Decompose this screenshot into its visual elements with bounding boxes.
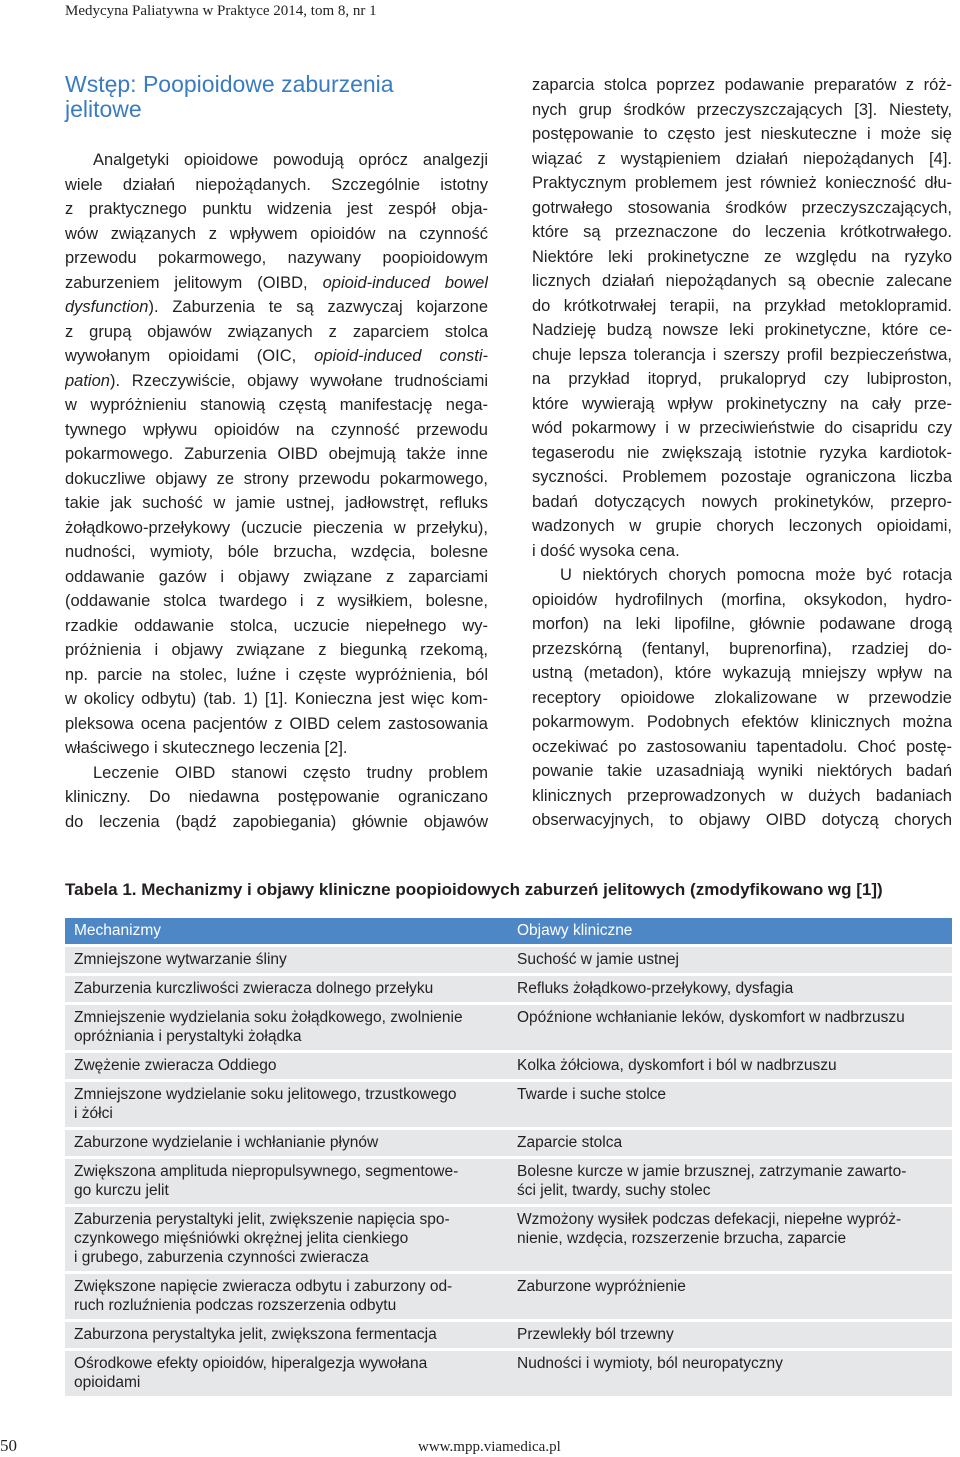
cell-text-line: Zmniejszone wytwarzanie śliny [74, 951, 287, 968]
symptoms-cell [508, 1130, 952, 1156]
symptoms-cell [508, 1274, 952, 1319]
table-row [65, 947, 952, 973]
body-text-line: wów związanych z wpływem opioidów na czynność [65, 224, 488, 243]
body-text-line: opioidów hydrofilnych (morfina, oksykodon, hydro- [532, 590, 952, 609]
body-text-line: wadzonych w grupie chorych leczonych opioidami, [532, 517, 952, 535]
body-text-line: przewodu pokarmowego, nazywany poopioidowym [65, 249, 488, 267]
body-text-line: ustną (metadon), które wykazują mniejszy wpływ na [532, 664, 952, 682]
body-text-line: zaparcia stolca poprzez podawanie preparatów z róż- [532, 76, 952, 94]
body-text-line: np. parcie na stolec, luźne i częste wypróżnienia, ból [65, 665, 488, 684]
body-text-line: powanie takie uzasadniają wyniki niektórych badań [532, 762, 952, 780]
table-row [65, 1322, 952, 1348]
body-text-line: pleksowa ocena pacjentów z OIBD celem zastosowania [65, 714, 488, 733]
cell-text-line: ruch rozluźnienia podczas rozszerzenia odbytu [74, 1297, 397, 1314]
cell-text-line: Zaburzone wypróżnienie [517, 1278, 686, 1295]
body-text-line: i dość wysoka cena. [532, 541, 680, 560]
table-body [65, 947, 952, 1396]
cell-text-line: Ośrodkowe efekty opioidów, hiperalgezja wywołana [74, 1355, 428, 1372]
cell-text-line: Opóźnione wchłanianie leków, dyskomfort w nadbrzuszu [517, 1009, 905, 1026]
body-text-line: Praktycznym problemem jest również konieczność dłu- [532, 174, 952, 192]
body-text-line: z praktycznego punktu widzenia jest zespół obja- [65, 200, 488, 218]
body-text-line: w wypróżnieniu stanowią częstą manifestację nega- [65, 396, 488, 414]
cell-text-line: Zwiększona amplituda niepropulsywnego, segmentowe- [74, 1163, 459, 1180]
symptoms-cell [508, 1005, 952, 1050]
mechanism-cell [65, 1159, 508, 1204]
body-text-line: przezskórną (fentanyl, buprenorfina), rzadziej do- [532, 639, 952, 658]
cell-text-line: i żółci [74, 1105, 113, 1122]
body-text-line: z grupą objawów związanych z zaparciem stolca [65, 322, 488, 341]
symptoms-cell [508, 1159, 952, 1204]
cell-text-line: Wzmożony wysiłek podczas defekacji, niepełne wypróż- [517, 1211, 902, 1228]
table-row [65, 976, 952, 1002]
body-text-line: klinicznych przeprowadzonych w dużych badaniach [532, 786, 952, 805]
italic-term: opioid-induced consti- [314, 347, 488, 365]
body-text-line: Nadzieję budzą nowsze leki prokinetyczne, które ce- [532, 321, 952, 339]
body-text-line: postępowanie to często jest nieskuteczne i może się [532, 125, 952, 143]
italic-term: pation [65, 371, 110, 390]
body-text-line: pokarmowym. Podobnych efektów klinicznych można [532, 713, 952, 731]
mechanism-cell [65, 976, 508, 1002]
symptoms-cell [508, 1082, 952, 1127]
symptoms-cell [508, 1207, 952, 1271]
cell-text-line: Bolesne kurcze w jamie brzusznej, zatrzymanie zawarto- [517, 1163, 907, 1180]
mechanism-cell [65, 947, 508, 973]
symptoms-cell [508, 947, 952, 973]
running-header: Medycyna Paliatywna w Praktyce 2014, tom 8, nr 1 [65, 3, 377, 19]
body-text-line: tywnego wpływu opioidów na czynność przewodu [65, 420, 488, 439]
cell-text-line: Nudności i wymioty, ból neuropatyczny [517, 1355, 783, 1372]
cell-text-line: Przewlekły ból trzewny [517, 1326, 674, 1343]
body-text-line: nych grup środków przeczyszczających [3]. Niestety, [532, 100, 952, 119]
body-text-line: które są przeznaczone do leczenia krótkotrwałego. [532, 223, 952, 241]
cell-text-line: Zaburzone wydzielanie i wchłanianie płynów [74, 1134, 379, 1151]
body-text-line: gotrwałego stosowania środków przeczyszczających, [532, 198, 952, 217]
body-text-line: chuje lepsza tolerancja i szerszy profil bezpieczeństwa, [532, 345, 952, 364]
body-text-line: rzadkie oddawanie stolca, uczucie niepełnego wy- [65, 616, 488, 635]
body-text-line: Analgetyki opioidowe powodują oprócz analgezji [93, 151, 488, 169]
body-text-line: do leczenia (bądź zapobiegania) głównie objawów [65, 812, 488, 831]
symptoms-cell [508, 976, 952, 1002]
symptoms-cell [508, 1053, 952, 1079]
cell-text-line: Zwężenie zwieracza Oddiego [74, 1057, 277, 1074]
table-row [65, 1207, 952, 1271]
body-text-line [65, 295, 488, 320]
body-text-line: takie jak suchość w jamie ustnej, jadłowstręt, refluks [65, 494, 488, 512]
body-paragraph [532, 73, 952, 563]
body-text-line: syczności. Problemem pozostaje ograniczona liczba [532, 468, 952, 486]
body-text-line: licznych działań niepożądanych są obecnie zalecane [532, 272, 952, 290]
mechanism-cell [65, 1322, 508, 1348]
body-text-line: do krótkotrwałej terapii, na przykład metoklopramid. [532, 296, 952, 315]
section-heading: Wstęp: Poopioidowe zaburzenia jelitowe [65, 71, 394, 122]
mechanism-cell [65, 1130, 508, 1156]
table-row [65, 1005, 952, 1050]
text-segment: zaburzeniem jelitowym (OIBD, [65, 273, 323, 292]
body-text-line: pokarmowego. Zaburzenia OIBD obejmują także inne [65, 445, 488, 463]
cell-text-line: Zmniejszone wydzielanie soku jelitowego, trzustkowego [74, 1086, 457, 1103]
cell-text-line: i grubego, zaburzenia czynności zwieracza [74, 1249, 369, 1266]
mechanisms-symptoms-table [65, 918, 952, 1399]
symptoms-cell [508, 1351, 952, 1396]
body-text-line: morfon) na leki lipofilne, głównie podawane drogą [532, 615, 952, 633]
body-text-line: nudności, wymioty, bóle brzucha, wzdęcia, bolesne [65, 543, 488, 561]
table-row [65, 1274, 952, 1319]
table-caption: Tabela 1. Mechanizmy i objawy kliniczne poopioidowych zaburzeń jelitowych (zmodyfikowano wg [1]) [65, 880, 883, 899]
text-segment: ). Rzeczywiście, objawy wywołane trudnościami [109, 371, 488, 390]
cell-text-line: Zaburzenia perystaltyki jelit, zwiększenie napięcia spo- [74, 1211, 450, 1228]
body-text-line: w okolicy odbytu) (tab. 1) [1]. Konieczna jest więc kom- [65, 690, 488, 708]
cell-text-line: Refluks żołądkowo-przełykowy, dysfagia [517, 980, 794, 997]
mechanism-cell [65, 1053, 508, 1079]
cell-text-line: nienie, wzdęcia, rozszerzenie brzucha, zaparcie [517, 1230, 847, 1247]
table-header-row [65, 918, 952, 944]
body-text-line: wiązać z wystąpieniem działań niepożądanych [4]. [532, 149, 952, 168]
journal-url: www.mpp.viamedica.pl [418, 1439, 561, 1455]
table-row [65, 1082, 952, 1127]
body-text-line: oczekiwać po zastosowaniu tapentadolu. Choć postę- [532, 737, 952, 756]
body-text-line: kliniczny. Do niedawna postępowanie ograniczano [65, 788, 488, 806]
header-mechanisms: Mechanizmy [74, 922, 161, 939]
cell-text-line: Zaparcie stolca [517, 1134, 623, 1151]
italic-term: dysfunction [65, 298, 149, 316]
italic-term: opioid-induced bowel [322, 273, 488, 292]
table-row [65, 1351, 952, 1396]
mechanism-cell [65, 1207, 508, 1271]
body-text-line: U niektórych chorych pomocna może być rotacja [560, 566, 952, 584]
body-text-line [65, 344, 488, 369]
body-text-line: obserwacyjnych, to objawy OIBD dotyczą chorych [532, 811, 952, 829]
body-text-line [65, 271, 488, 296]
cell-text-line: Twarde i suche stolce [517, 1086, 667, 1103]
mechanism-cell [65, 1274, 508, 1319]
cell-text-line: Kolka żółciowa, dyskomfort i ból w nadbrzuszu [517, 1057, 837, 1074]
right-text-column [532, 73, 952, 833]
mechanism-cell [65, 1351, 508, 1396]
body-text-line: Niektóre leki prokinetyczne ze względu na ryzyko [532, 247, 952, 266]
body-text-line: tegaserodu nie zwiększają istotnie ryzyka kardiotok- [532, 443, 952, 462]
body-text-line [65, 369, 488, 394]
cell-text-line: Zaburzenia kurczliwości zwieracza dolnego przełyku [74, 980, 434, 997]
body-text-line: oddawanie gazów i objawy związane z zaparciami [65, 567, 488, 586]
cell-text-line: Zmniejszenie wydzielania soku żołądkowego, zwolnienie [74, 1009, 463, 1026]
page-number: 50 [0, 1436, 17, 1455]
body-text-line: wód pokarmowy i w przeciwieństwie do cisapridu czy [532, 419, 952, 437]
body-text-line: dokuczliwe objawy ze strony przewodu pokarmowego, [65, 469, 488, 488]
cell-text-line: go kurczu jelit [74, 1182, 169, 1199]
body-text-line: które wywierają wpływ prokinetyczny na cały prze- [532, 394, 952, 413]
body-text-line: właściwego i skutecznego leczenia [2]. [65, 739, 348, 757]
body-paragraph [65, 761, 488, 835]
table-row [65, 1130, 952, 1156]
body-text-line: receptory opioidowe zlokalizowane w przewodzie [532, 688, 952, 707]
mechanism-cell [65, 1082, 508, 1127]
body-text-line: wiele działań niepożądanych. Szczególnie istotny [65, 175, 488, 194]
body-paragraph [65, 148, 488, 761]
body-paragraph [532, 563, 952, 833]
cell-text-line: opróżniania i perystaltyki żołądka [74, 1028, 302, 1045]
cell-text-line: Zwiększone napięcie zwieracza odbytu i zaburzony od- [74, 1278, 453, 1295]
cell-text-line: czynkowego mięśniówki okrężnej jelita cienkiego [74, 1230, 409, 1247]
body-text-line: na przykład itopryd, prukalopryd czy lubiproston, [532, 370, 952, 388]
body-text-line: próżnienia i objawy związane z biegunką rzekomą, [65, 641, 488, 659]
text-segment: wywołanym opioidami (OIC, [65, 347, 315, 365]
cell-text-line: Zaburzona perystaltyka jelit, zwiększona fermentacja [74, 1326, 437, 1343]
mechanism-cell [65, 1005, 508, 1050]
header-clinical-symptoms: Objawy kliniczne [517, 922, 633, 939]
body-text-line: żołądkowo-przełykowy (uczucie pieczenia w przełyku), [65, 518, 488, 537]
body-text-line: badań dotyczących nowych prokinetyków, przepro- [532, 492, 952, 511]
cell-text-line: ści jelit, twardy, suchy stolec [517, 1182, 711, 1199]
left-text-column [65, 148, 488, 834]
symptoms-cell [508, 1322, 952, 1348]
cell-text-line: Suchość w jamie ustnej [517, 951, 679, 968]
cell-text-line: opioidami [74, 1374, 141, 1391]
table-row [65, 1159, 952, 1204]
text-segment: ). Zaburzenia te są zazwyczaj kojarzone [148, 298, 488, 316]
table-row [65, 1053, 952, 1079]
body-text-line: Leczenie OIBD stanowi często trudny problem [93, 763, 488, 782]
body-text-line: (oddawanie stolca twardego i z wysiłkiem, bolesne, [65, 592, 488, 610]
